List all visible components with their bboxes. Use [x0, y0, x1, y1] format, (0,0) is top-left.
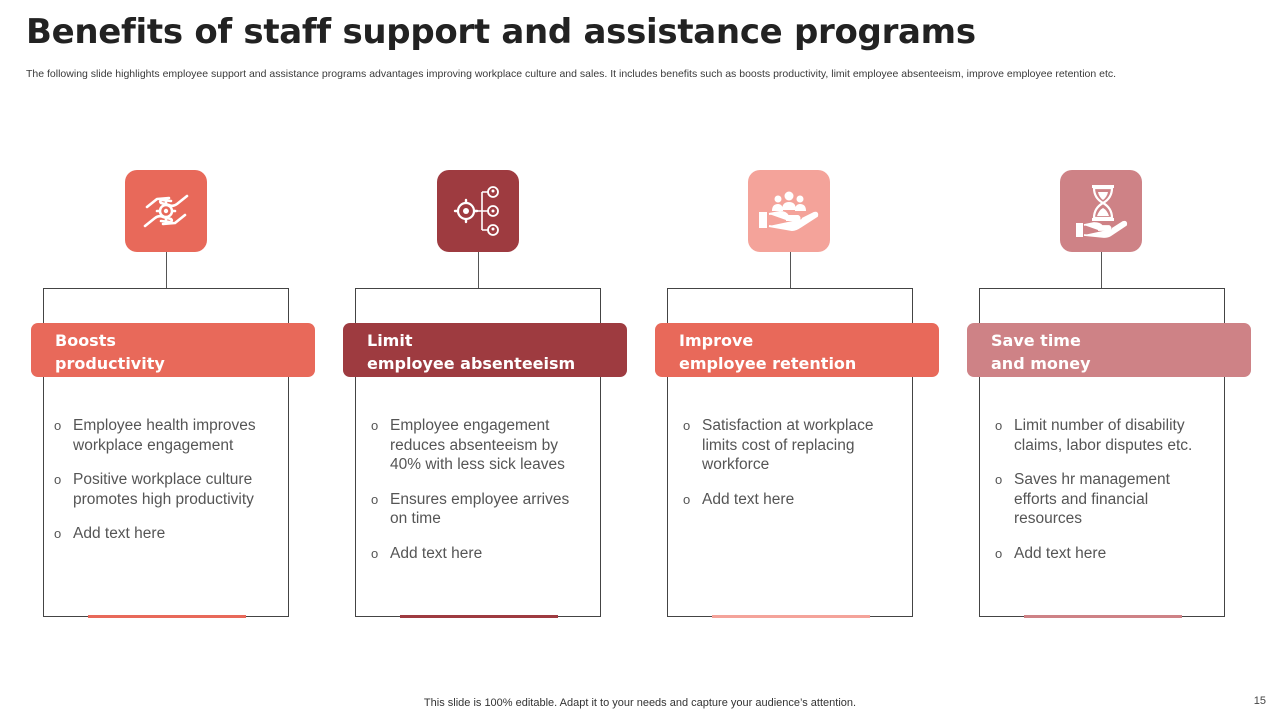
bullet-icon: o	[371, 418, 379, 433]
hands-gear-icon	[125, 170, 207, 252]
bullet-icon: o	[995, 545, 1003, 561]
point-text: Employee engagement reduces absenteeism by 40% with less sick leaves	[390, 417, 565, 473]
point-text: Add text here	[1014, 544, 1107, 562]
heading-line-1: Save time	[991, 331, 1081, 350]
card-accent-bar	[712, 615, 870, 618]
connector-line	[790, 252, 791, 288]
connector-line	[478, 252, 479, 288]
list-item	[994, 470, 1213, 529]
list-item	[994, 416, 1213, 455]
point-text: Saves hr management efforts and financial resources	[1014, 471, 1170, 527]
connector-line	[1101, 252, 1102, 288]
list-item	[682, 490, 901, 510]
slide-title: Benefits of staff support and assistance programs	[26, 12, 976, 52]
heading-line-1: Boosts	[55, 331, 116, 350]
point-text: Add text here	[390, 544, 483, 562]
benefit-heading	[343, 323, 627, 377]
benefit-heading	[967, 323, 1251, 377]
hand-people-icon	[748, 170, 830, 252]
benefit-heading	[655, 323, 939, 377]
list-item	[370, 490, 589, 529]
list-item	[682, 416, 901, 475]
benefit-points	[53, 416, 277, 559]
benefit-points	[994, 416, 1213, 578]
page-number: 15	[1253, 695, 1266, 707]
slide-subtitle: The following slide highlights employee support and assistance programs advantages improving workplace culture and sales. It includes benefits such as boosts productivity, limit employee absenteeism, improve employee retention etc.	[26, 68, 1117, 80]
slide-footer: This slide is 100% editable. Adapt it to your needs and capture your audience’s attention.	[423, 697, 857, 709]
bullet-icon: o	[371, 545, 379, 561]
benefit-column-save-time	[967, 170, 1251, 620]
heading-line-1: Limit	[367, 331, 413, 350]
benefit-column-retention	[655, 170, 939, 620]
bullet-icon: o	[683, 491, 691, 507]
heading-line-2: employee absenteeism	[367, 354, 576, 373]
bullet-icon: o	[683, 418, 691, 433]
card-accent-bar	[400, 615, 558, 618]
hourglass-hand-icon	[1060, 170, 1142, 252]
point-text: Add text here	[702, 490, 795, 508]
point-text: Satisfaction at workplace limits cost of replacing workforce	[702, 417, 874, 473]
card-accent-bar	[1024, 615, 1182, 618]
card-accent-bar	[88, 615, 246, 618]
benefit-column-productivity	[31, 170, 315, 620]
gear-network-icon	[437, 170, 519, 252]
point-text: Ensures employee arrives on time	[390, 490, 570, 527]
heading-line-2: employee retention	[679, 354, 857, 373]
list-item	[53, 524, 277, 544]
point-text: Limit number of disability claims, labor disputes etc.	[1014, 417, 1193, 454]
connector-line	[166, 252, 167, 288]
bullet-icon: o	[995, 418, 1003, 433]
list-item	[370, 544, 589, 564]
bullet-icon: o	[54, 526, 62, 541]
heading-line-2: and money	[991, 354, 1091, 373]
point-text: Positive workplace culture promotes high productivity	[73, 471, 254, 508]
benefit-points	[682, 416, 901, 524]
bullet-icon: o	[54, 472, 62, 487]
heading-line-1: Improve	[679, 331, 754, 350]
list-item	[994, 544, 1213, 564]
benefit-heading	[31, 323, 315, 377]
bullet-icon: o	[995, 472, 1003, 487]
bullet-icon: o	[371, 491, 379, 507]
benefit-points	[370, 416, 589, 578]
point-text: Employee health improves workplace engagement	[73, 417, 256, 454]
benefit-column-absenteeism	[343, 170, 627, 620]
heading-line-2: productivity	[55, 354, 165, 373]
list-item	[370, 416, 589, 475]
list-item	[53, 416, 277, 455]
list-item	[53, 470, 277, 509]
bullet-icon: o	[54, 418, 62, 433]
point-text: Add text here	[73, 525, 166, 542]
